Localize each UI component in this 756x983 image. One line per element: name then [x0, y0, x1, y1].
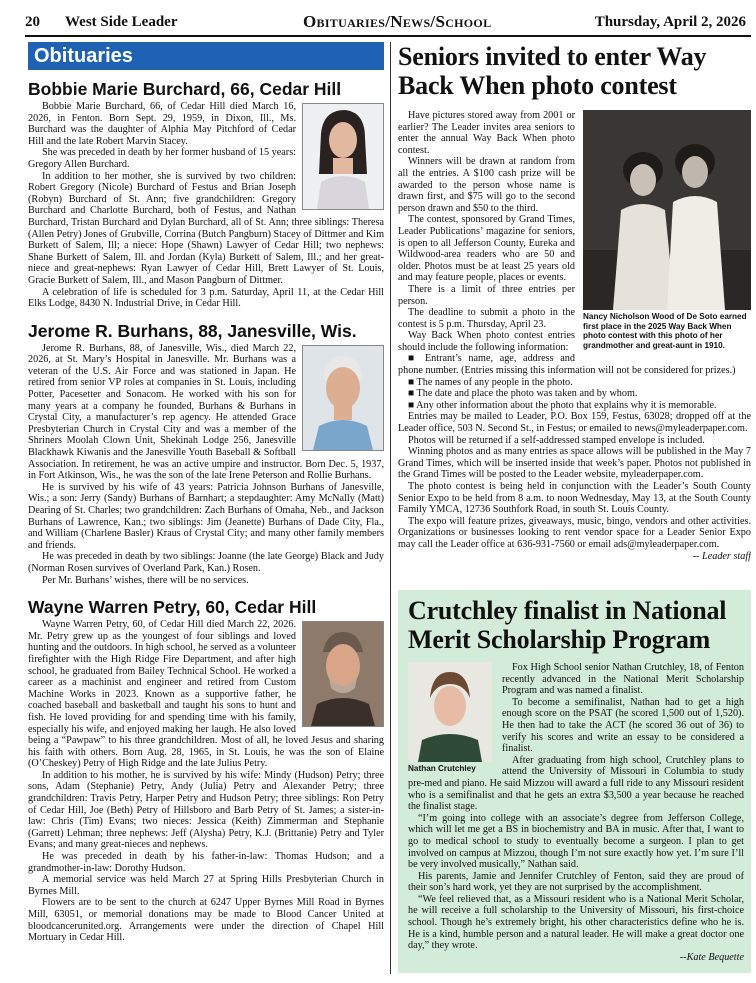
obituary-paragraph: Wayne Warren Petry, 60, of Cedar Hill died March 22, 2026. Mr. Petry grew up as the youngest of four siblings and loved hunting and the outdoors. In high school, he served as a volunteer firefighter with the High Ridge Fire Department, and after high school, he graduated from Bailey Technical School. He worked a career as a machinist and engineer and retired from Custom Machine Works in 2023. Known as a supportive father, he coached baseball and basketball and taught his sons to hunt and fish. He loved providing for and spending time with his family, especially his wife, and enjoyed making her laugh. He also loved being a “Pawpaw” to his three grandchildren. Most of all, he loved Jesus and sharing his faith with others. Born Aug. 28, 1965, in St. Louis, he was the son of Elaine (O’Cheskey) Petry of High Ridge and the late Julius Petry. — [28, 619, 384, 770]
obituary-paragraph: Jerome R. Burhans, 88, of Janesville, Wis., died March 22, 2026, at St. Mary’s Hospital in Janesville. Mr. Burhans was a veteran of the U.S. Air Force and was stationed in Japan. He retired from senior VP roles at companies in St. Louis, including Potter, Pacesetter and Sonacom. He worked with his son for many years at a company he founded, Burhans & Burhans in Crystal City, a manufacturer’s rep agency. He attended Grace Presbyterian Church in Crystal City and was a member of the Shriners Moolah Clown Unit, Shekinah Lodge 256, Janesville Blackhawk Kiwanis and the Janesville Youth Baseball & Softball Association. In retirement, he was an active umpire and instructor. Born Dec. 5, 1937, in Fort Atkinson, Wis., he was the son of the late Irene Peterson and Rollie Burhans. — [28, 342, 384, 482]
obituary-heading: Wayne Warren Petry, 60, Cedar Hill — [28, 597, 317, 618]
obituary-paragraph: In addition to his mother, he is survived by his wife: Mindy (Hudson) Petry; three sons, Adam (Stephanie) Petry, Andy (Julia) Petry and Alexander Petry; three grandchildren: Travis Petry, Harper Petry and Hudson Petry; three siblings: Ron Petry of Cedar Hill, Joe (Beth) Petry of Hillsboro and Barb Petry of St. James; a sister-in-law: Chris (Tim) Evans; two nieces: Jessica (Keith) Zimmerman and Stephanie (Garrett) Lehman; three nephews: Jeff (Alysha) Petry, K.J. (Brittanie) Petry and Tyler Evans; and many great-nieces and nephews. — [28, 769, 384, 851]
obituary-paragraph: She was preceded in death by her former husband of 15 years: Gregory Allen Burchard. — [28, 147, 296, 170]
obituaries-band — [28, 42, 384, 70]
scholarship-article — [398, 590, 751, 973]
obituary-petry — [28, 595, 384, 944]
contest-article — [398, 42, 751, 595]
student-caption: Nathan Crutchley — [408, 764, 476, 773]
scholarship-paragraph: His parents, Jamie and Jennifer Crutchley of Fenton, said they are proud of their son’s hard work, yet they are not surprised by the accomplishment. — [408, 870, 744, 894]
page-number: 20 — [25, 14, 40, 30]
scholarship-photo-box — [408, 662, 494, 774]
column-divider — [390, 42, 391, 974]
scholarship-credit: --Kate Bequette — [679, 951, 744, 963]
vintage-photo — [583, 110, 751, 310]
header-rule — [25, 35, 751, 37]
contest-paragraph: Photos will be returned if a self-addressed stamped envelope is included. — [408, 434, 705, 446]
contest-paragraph: ■ Entrant’s name, age, address and phone number. (Entries missing this information will not be considered for prizes.) — [398, 353, 736, 377]
obituary-burchard — [28, 77, 384, 310]
contest-paragraph: ■ The names of any people in the photo. — [408, 376, 573, 388]
contest-paragraph: The photo contest is being held in conjunction with the Leader’s South County Senior Expo to be held from 8 a.m. to noon Wednesday, May 13, at the South County Family YMCA, 12736 Southfork Road, in south St. Louis County. — [398, 481, 751, 516]
contest-paragraph: There is a limit of three entries per person. — [398, 283, 575, 307]
scholarship-paragraph: “I’m going into college with an associate’s degree from Jefferson College, which will let me get a BS in biochemistry and BA in music. After that, I want to go to medical school to study to eventually become a surgeon. I plan to get involved on campus at Mizzou, though I’m not sure exactly how yet. I’m sure I’ll be very involved musically,” Nathan said. — [408, 812, 744, 871]
portrait-photo-petry — [302, 621, 384, 727]
obituary-paragraph: In addition to her mother, she is survived by two children: Robert Gregory (Nicole) Burchard of Festus and Brian Joseph (Robyn) Burchard of St. Ann; five grandchildren: Gregory Burchard and Charlotte Burchard, both of Festus, and Nathan Burchard, Tristan Burchard and Dylan Burchard, all of St. Ann; three siblings: Theresa (Allen Petry) Jones of Grubville, Corrina (Butch Pangburn) Stacey of Dittmer and Kim Burkett of Salem, Ill; a niece: Hope (Shawn) Lawyer of Cedar Hill; two nephews: Shane Burkett of Salem, Ill. and Jordan (Kyla) Burkett of Salem, Ill.; and her great-niece and great-nephews: Ryan Lawyer of Cedar Hill, Brett Lawyer of St. Louis, Gracie Burkett of Salem, Ill., and Mason Pangburn of Dittmer. — [28, 170, 384, 286]
contest-paragraph: Entries may be mailed to Leader, P.O. Box 159, Festus, 63028; dropped off at the Leader office, 503 N. Second St., in Festus; or emailed to news@myleaderpaper.com. — [398, 411, 751, 435]
scholarship-body — [408, 662, 744, 968]
section-title: Obituaries/News/School — [303, 12, 492, 31]
obituary-heading: Jerome R. Burhans, 88, Janesville, Wis. — [28, 320, 357, 341]
contest-paragraph: Way Back When photo contest entries should include the following information: — [398, 330, 575, 353]
contest-paragraph: Have pictures stored away from 2001 or earlier? The Leader invites area seniors to enter the annual Way Back When photo contest. — [398, 110, 575, 156]
obituaries-band-label: Obituaries — [34, 45, 133, 67]
scholarship-paragraph: To become a semifinalist, Nathan had to get a high enough score on the PSAT (he scored 1,500 out of 1,520). He then had to take the ACT (he scored 36 out of 36) to verify his scores and write an essay to be considered a finalist. — [502, 696, 744, 755]
obituary-paragraph: Bobbie Marie Burchard, 66, of Cedar Hill died March 16, 2026, in Fenton. Born Sept. 29, 1959, in Dixon, Ill., Ms. Burchard was the daughter of Alphia May Pitchford of Cedar Hill and the late Robert Marvin Stacey. — [28, 101, 296, 147]
obituary-paragraph: Flowers are to be sent to the church at 6247 Upper Byrnes Mill Road in Byrnes Mill, 63051, or memorial donations may be made to Blood Cancer United at bloodcancerunited.org. Arrangements were under the direction of Chapel Hill Mortuary in Cedar Hill. — [28, 897, 384, 944]
obituary-paragraph: He is survived by his wife of 43 years: Patricia Johnson Burhans of Janesville, Wis.; a son: Jerry (Sandy) Burhans of Barnhart; a stepdaughter: Amy McNally (Matt) Dearing of St. Charles; two grandchildren: Zach Burhans of Omaha, Neb., and Jackson Burhans of Lawrence, Kan.; two siblings: Jim (Jeanette) Burhans of Dade City, Fla., and William (Charlene Basler) Kraus of Crystal City; and many other family members and friends. — [28, 481, 384, 551]
contest-paragraph: ■ The date and place the photo was taken and by whom. — [408, 388, 638, 400]
contest-paragraph: ■ Any other information about the photo that explains why it is memorable. — [408, 399, 717, 411]
portrait-photo-burchard — [302, 103, 384, 210]
contest-headline: Seniors invited to enter Way Back When photo contest — [398, 42, 707, 100]
obituary-burhans — [28, 319, 384, 586]
contest-paragraph: The deadline to submit a photo in the contest is 5 p.m. Thursday, April 23. — [398, 307, 575, 330]
obituaries-column — [28, 42, 384, 944]
contest-paragraph: Winning photos and as many entries as space allows will be published in the May 7 Grand Times, which will be inserted inside that week’s paper. Photos not published in the Grand Times will be posted to the Leader website, myleaderpaper.com. — [398, 446, 751, 481]
scholarship-paragraph: “We feel relieved that, as a Missouri resident who is a National Merit Scholar, he will receive a full scholarship to the University of Missouri, his first-choice school. Though he’s extremely bright, his other characteristics define who he is. He is a kind, humble person and a natural leader. He will make a great doctor one day,” they wrote. — [408, 893, 744, 952]
page-header — [25, 12, 751, 34]
scholarship-paragraph: After graduating from high school, Crutchley plans to attend the University of Missouri in Columbia to study pre-med and piano. He said Mizzou will award a full ride to any Missouri resident who is a semifinalist and that he gets an extra $3,500 a year because he reached the finalist stage. — [408, 754, 744, 813]
obituary-paragraph: He was preceded in death by his father-in-law: Thomas Hudson; and a grandmother-in-law: Dorothy Hudson. — [28, 851, 384, 874]
contest-body — [398, 110, 751, 595]
obituary-paragraph: A celebration of life is scheduled for 3 p.m. Saturday, April 11, at the Cedar Hill Elks Lodge, 8430 N. Industrial Drive, in Cedar Hill. — [28, 286, 384, 310]
obituary-heading: Bobbie Marie Burchard, 66, Cedar Hill — [28, 79, 342, 99]
contest-photo-box — [583, 110, 751, 350]
scholarship-headline: Crutchley finalist in National Merit Scholarship Program — [408, 596, 727, 654]
contest-paragraph: The contest, sponsored by Grand Times, Leader Publications’ magazine for seniors, is open to all Jefferson County, Eureka and Wildwood-area readers who are 50 and older. Photos must be at least 25 years old and may feature people, places or events. — [398, 214, 575, 284]
contest-photo-caption: Nancy Nicholson Wood of De Soto earned first place in the 2025 Way Back When photo contest with this photo of her grandmother and great-aunt in 1910. — [583, 312, 747, 350]
portrait-photo-burhans — [302, 345, 384, 451]
obituary-paragraph: A memorial service was held March 27 at Spring Hills Presbyterian Church in Byrnes Mill. — [28, 874, 384, 897]
contest-paragraph: The expo will feature prizes, giveaways, music, bingo, vendors and other activities. Organizations or businesses looking to rent vendor space for a Leader Senior Expo may call the Leader office at 636-931-7560 or email ads@myleaderpaper.com. — [398, 515, 751, 550]
scholarship-paragraph: Fox High School senior Nathan Crutchley, 18, of Fenton recently advanced in the National Merit Scholarship Program and was named a finalist. — [502, 662, 744, 697]
obituary-paragraph: Per Mr. Burhans’ wishes, there will be no services. — [42, 574, 249, 586]
contest-credit: -- Leader staff — [692, 550, 751, 562]
publication-name: West Side Leader — [65, 14, 178, 30]
obituary-paragraph: He was preceded in death by two siblings: Joanne (the late George) Black and Judy (Norman Rosen survives of Overland Park, Kan.) Rosen. — [28, 551, 384, 574]
student-portrait — [408, 662, 492, 762]
issue-date: Thursday, April 2, 2026 — [594, 14, 746, 30]
contest-paragraph: Winners will be drawn at random from all the entries. A $100 cash prize will be awarded to the person whose name is drawn first, and $75 will go to the second person drawn and $50 to the third. — [398, 156, 575, 214]
